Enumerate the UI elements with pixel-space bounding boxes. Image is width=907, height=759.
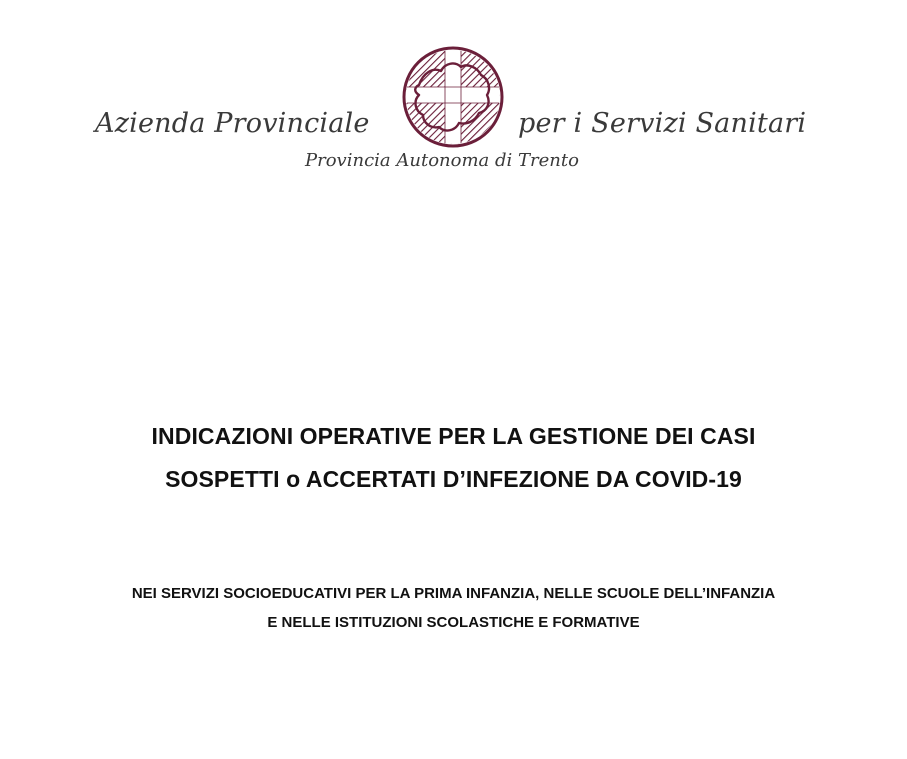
document-subtitle-line-1: NEI SERVIZI SOCIOEDUCATIVI PER LA PRIMA INFANZIA, NELLE SCUOLE DELL’INFANZIA — [131, 585, 776, 602]
document-title-line-1: INDICAZIONI OPERATIVE PER LA GESTIONE DEI CASI — [151, 423, 756, 449]
document-title-line-2: SOSPETTI o ACCERTATI D’INFEZIONE DA COVID-19 — [165, 466, 742, 492]
apss-logo-icon — [401, 45, 505, 149]
org-subtitle: Provincia Autonoma di Trento — [305, 150, 579, 171]
org-name-left: Azienda Provinciale — [95, 108, 370, 139]
letterhead — [0, 0, 907, 190]
document-subtitle-line-2: E NELLE ISTITUZIONI SCOLASTICHE E FORMATIVE — [267, 614, 640, 631]
org-name-right: per i Servizi Sanitari — [518, 108, 807, 139]
